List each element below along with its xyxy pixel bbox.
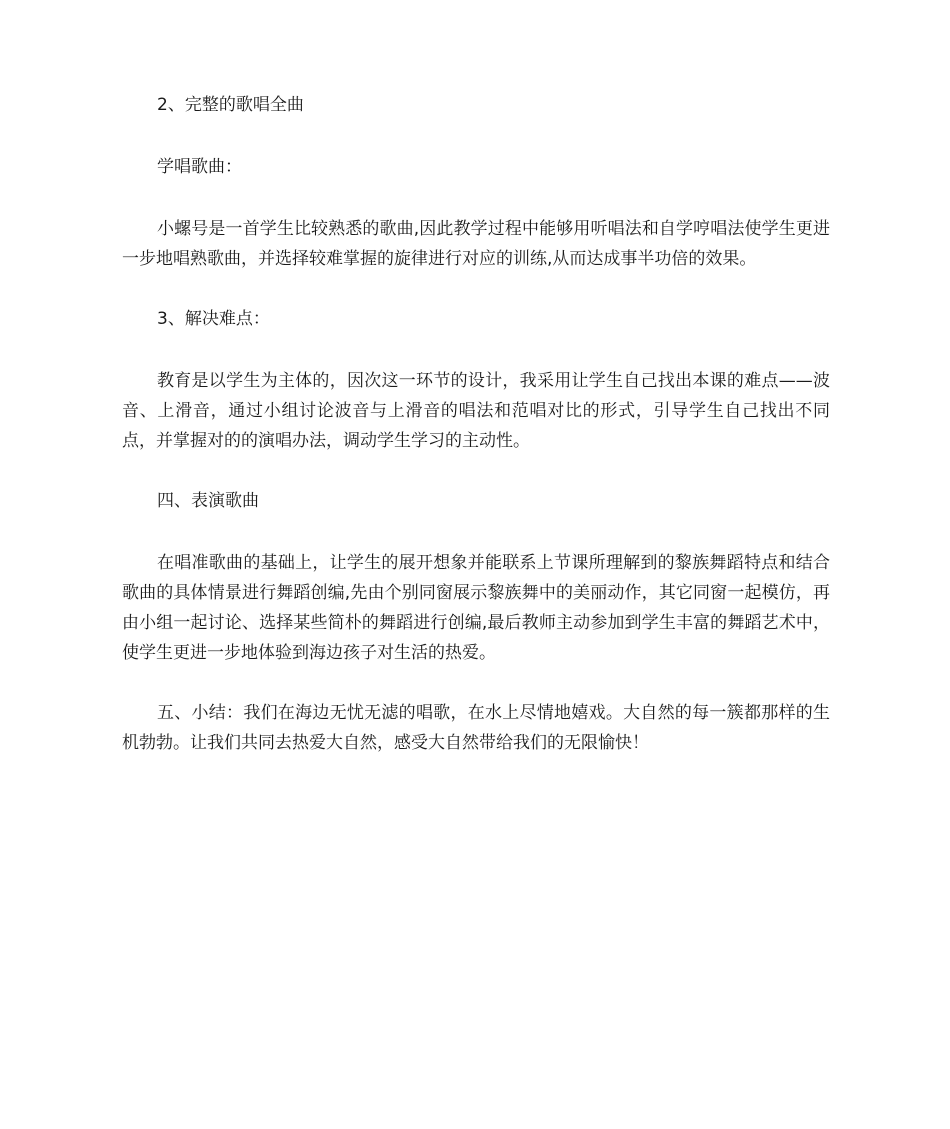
section-heading-performance: 四、表演歌曲 [157, 491, 259, 511]
section-heading-full-singing: 2、完整的歌唱全曲 [157, 95, 304, 115]
paragraph-performance: 在唱准歌曲的基础上，让学生的展开想象并能联系上节课所理解到的黎族舞蹈特点和结合歌曲的具体情景进行舞蹈创编,先由个别同窗展示黎族舞中的美丽动作，其它同窗一起模仿，再由小组一起讨论、选择某些简朴的舞蹈进行创编,最后教师主动参加到学生丰富的舞蹈艺术中，使学生更进一步地体验到海边孩子对生活的热爱。 [122, 553, 830, 663]
document-body [122, 90, 830, 788]
paragraph-summary: 五、小结：我们在海边无忧无滤的唱歌，在水上尽情地嬉戏。大自然的每一簇都那样的生机勃勃。让我们共同去热爱大自然，感受大自然带给我们的无限愉快！ [122, 703, 830, 753]
paragraph-difficulties: 教育是以学生为主体的，因次这一环节的设计，我采用让学生自己找出本课的难点——波音、上滑音，通过小组讨论波音与上滑音的唱法和范唱对比的形式，引导学生自己找出不同点，并掌握对的的演唱办法，调动学生学习的主动性。 [122, 371, 830, 451]
paragraph-learn-song: 小螺号是一首学生比较熟悉的歌曲,因此教学过程中能够用听唱法和自学哼唱法使学生更进一步地唱熟歌曲，并选择较难掌握的旋律进行对应的训练,从而达成事半功倍的效果。 [122, 219, 830, 269]
section-heading-learn-song: 学唱歌曲： [157, 157, 242, 177]
section-heading-difficulties: 3、解决难点： [157, 309, 270, 329]
